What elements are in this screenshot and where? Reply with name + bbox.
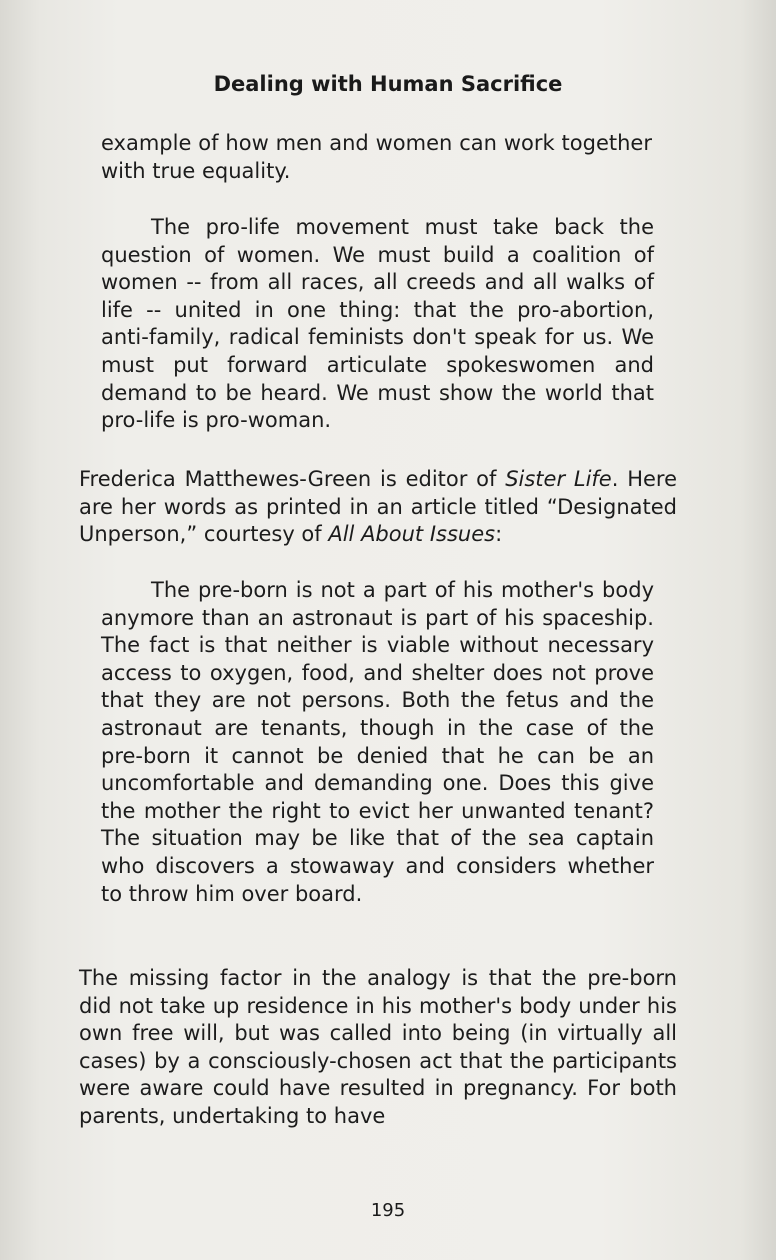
block-quote: The pre-born is not a part of his mother's body anymore than an astronaut is part of his spaceship. The fact is that neither is viable without necessary access to oxygen, food, and shelter does not prove that they are not persons. Both the fetus and the astronaut are tenants, though in the case of the pre-born it cannot be denied that he can be an uncomfortable and demanding one. Does this give the mother the right to evict her unwanted tenant? The situation may be like that of the sea captain who discovers a stowaway and considers whether to throw him over board. [101,578,654,906]
publication-title-all-about-issues: All About Issues [328,522,496,547]
paragraph-3-text-b: . Here are her words as printed in an article titled “Designated Unperson,” courtesy of [79,467,677,547]
paragraph-2: The pro-life movement must take back the question of women. We must build a coalition of women -- from all races, all creeds and all walks of life -- united in one thing: that the pro-abortion, anti-family, radical feminists don't speak for us. We must put forward articulate spokeswomen and demand to be heard. We must show the world that pro-life is pro-woman. [101,215,654,433]
running-head: Dealing with Human Sacrifice [213,72,563,96]
paragraph-1: example of how men and women can work together with true equality. [101,131,652,183]
publication-title-sister-life: Sister Life [505,467,612,491]
paragraph-5: The missing factor in the analogy is that the pre-born did not take up residence in his mother's body under his own free will, but was called into being (in virtually all cases) by a consciously-chosen act that the participants were aware could have resulted in pregnancy. For both parents, undertaking to have [79,966,677,1128]
page-number: 195 [370,1200,406,1221]
paragraph-3 [79,466,677,549]
paragraph-3-text-c: : [495,522,503,547]
paragraph-3-text-a: Frederica Matthewes-Green is editor of [79,467,506,491]
